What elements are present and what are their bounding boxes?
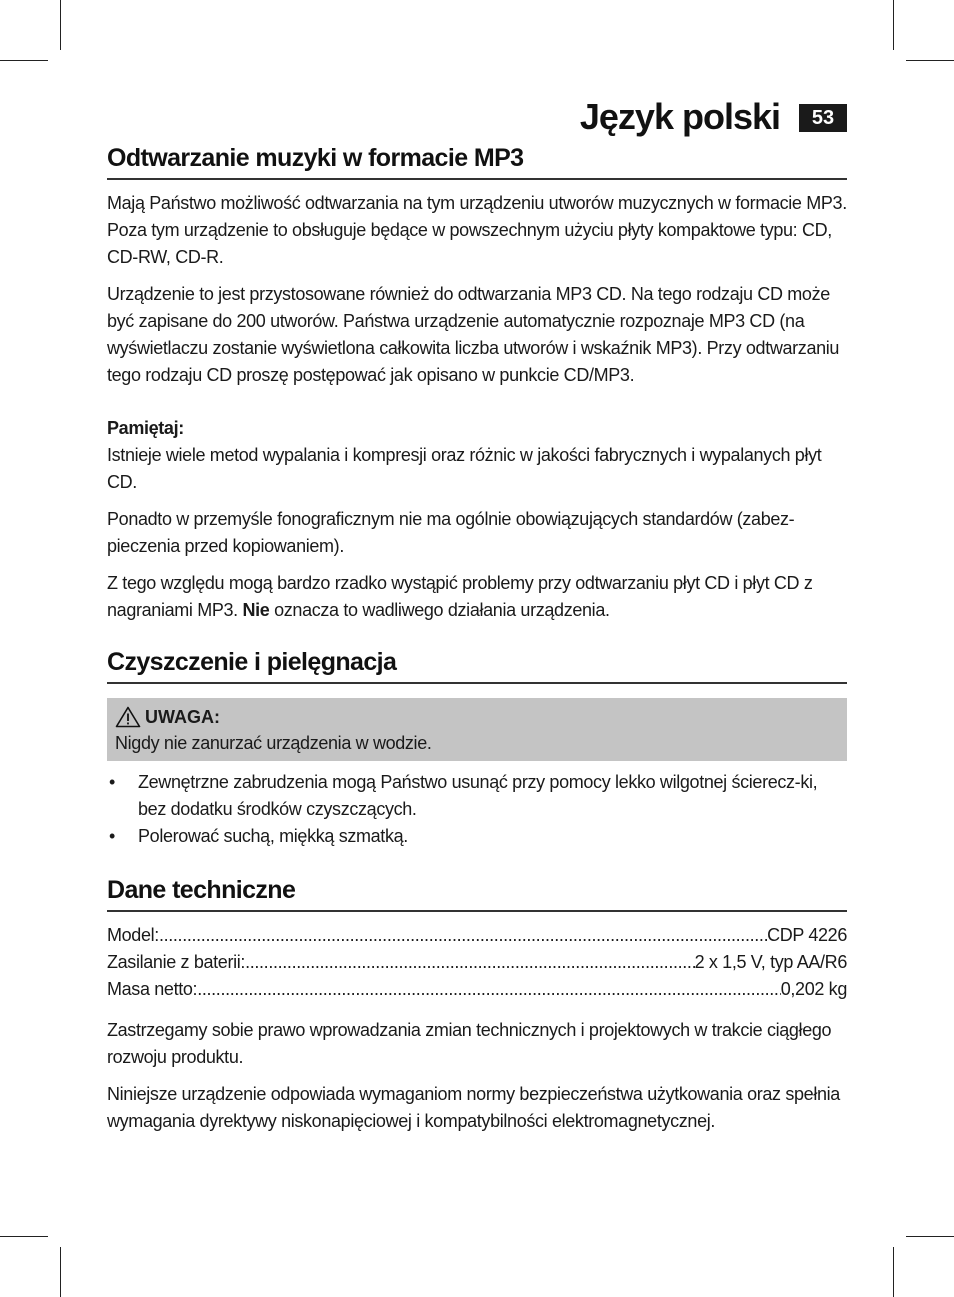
spec-value: CDP 4226 bbox=[767, 925, 847, 945]
spec-leader bbox=[159, 922, 767, 949]
section-heading-tech: Dane techniczne bbox=[107, 876, 847, 912]
mp3-paragraph-2: Urządzenie to jest przystosowane również do odtwarzania MP3 CD. Na tego rodzaju CD może być zapisane do 200 utworów. Państwa urządzenie automatycznie rozpoznaje MP3 CD (na wyświetlaczu zostanie wyświetlona całkowita liczba utworów i wskaźnik MP3). Przy odtwarzaniu tego rodzaju CD proszę postępować jak opisano w punkcie CD/MP3. bbox=[107, 284, 840, 385]
spec-row-model bbox=[107, 922, 847, 949]
crop-mark-top-right-h bbox=[906, 60, 954, 61]
spec-leader bbox=[245, 949, 694, 976]
crop-mark-bottom-left-h bbox=[0, 1236, 48, 1237]
section-heading-cleaning: Czyszczenie i pielęgnacja bbox=[107, 648, 847, 684]
warning-text: Nigdy nie zanurzać urządzenia w wodzie. bbox=[115, 733, 432, 753]
crop-mark-bottom-right-v bbox=[893, 1247, 894, 1297]
section-mp3 bbox=[107, 144, 847, 624]
warning-header bbox=[115, 704, 839, 730]
warning-triangle-icon bbox=[115, 706, 141, 728]
p4-text-after: oznacza to wadliwego działania urządzenia. bbox=[274, 600, 610, 620]
crop-mark-top-right-v bbox=[893, 0, 894, 50]
crop-mark-top-left-h bbox=[0, 60, 48, 61]
page-number-badge: 53 bbox=[799, 104, 847, 132]
p4-bold-word: Nie bbox=[242, 600, 270, 620]
mp3-paragraph-1: Mają Państwo możliwość odtwarzania na tym urządzeniu utworów muzycznych w formacie MP3. Poza tym urządzenie to obsługuje będące w powszechnym użyciu płyty kompaktowe typu: CD, CD-RW, CD-R. bbox=[107, 193, 847, 267]
spec-table bbox=[107, 922, 847, 1003]
crop-mark-top-left-v bbox=[60, 0, 61, 50]
p4-text-before: Z tego względu mogą bardzo rzadko wystąpić problemy przy odtwarzaniu płyt CD i płyt CD z nagraniami MP3. bbox=[107, 573, 813, 620]
spec-row-weight bbox=[107, 976, 847, 1003]
page-header-title: Język polski bbox=[579, 96, 780, 137]
warning-box bbox=[107, 698, 847, 761]
crop-mark-bottom-left-v bbox=[60, 1247, 61, 1297]
page-content bbox=[107, 144, 847, 1135]
tech-paragraph-2: Niniejsze urządzenie odpowiada wymaganiom normy bezpieczeństwa użytkowania oraz spełnia wymagania dyrektywy niskonapięciowej i kompatybilności elektromagnetycznej. bbox=[107, 1084, 840, 1131]
mp3-paragraph-4 bbox=[107, 570, 847, 624]
spec-label: Zasilanie z baterii: bbox=[107, 952, 246, 972]
spec-leader bbox=[197, 976, 781, 1003]
spec-label: Masa netto: bbox=[107, 979, 198, 999]
tech-paragraph-1: Zastrzegamy sobie prawo wprowadzania zmian technicznych i projektowych w trakcie ciągłego rozwoju produktu. bbox=[107, 1020, 832, 1067]
bullet-dot: • bbox=[109, 772, 115, 792]
spec-label: Model: bbox=[107, 925, 159, 945]
list-item-text: Polerować suchą, miękką szmatką. bbox=[138, 826, 408, 846]
section-cleaning bbox=[107, 648, 847, 850]
bullet-dot: • bbox=[109, 826, 115, 846]
spec-value: 0,202 kg bbox=[780, 979, 847, 999]
spec-row-power bbox=[107, 949, 847, 976]
note-text: Istnieje wiele metod wypalania i kompresji oraz różnic w jakości fabrycznych i wypalanych płyt CD. bbox=[107, 445, 822, 492]
section-heading-mp3: Odtwarzanie muzyki w formacie MP3 bbox=[107, 144, 847, 180]
note-label: Pamiętaj: bbox=[107, 418, 184, 438]
section-tech bbox=[107, 876, 847, 1135]
list-item bbox=[107, 769, 847, 823]
crop-mark-bottom-right-h bbox=[906, 1236, 954, 1237]
list-item bbox=[107, 823, 847, 850]
warning-label: UWAGA: bbox=[145, 707, 220, 727]
list-item-text: Zewnętrzne zabrudzenia mogą Państwo usunąć przy pomocy lekko wilgotnej ścierecz-ki, bez dodatku środków czyszczących. bbox=[138, 772, 818, 819]
spec-value: 2 x 1,5 V, typ AA/R6 bbox=[694, 952, 847, 972]
mp3-paragraph-3: Ponadto w przemyśle fonograficznym nie ma ogólnie obowiązujących standardów (zabez-pieczenia przed kopiowaniem). bbox=[107, 509, 795, 556]
cleaning-bullet-list bbox=[107, 769, 847, 850]
